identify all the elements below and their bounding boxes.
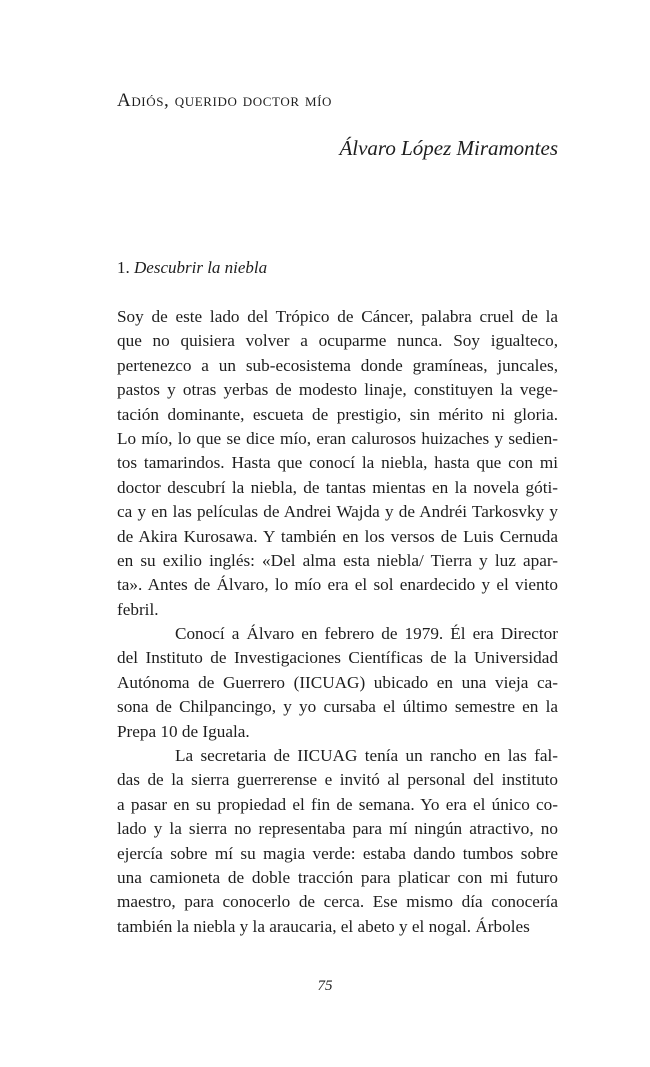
text-line: sona de Chilpancingo, y yo cursaba el último semestre en la: [117, 697, 558, 717]
text-line: ca y en las películas de Andrei Wajda y de Andréi Tarkosvky y: [117, 502, 558, 522]
text-line: pastos y otras yerbas de modesto linaje, constituyen la vege-: [117, 380, 558, 400]
text-line: tación dominante, escueta de prestigio, sin mérito ni gloria.: [117, 404, 558, 424]
text-line: tos tamarindos. Hasta que conocí la niebla, hasta que con mi: [117, 453, 558, 473]
text-line: doctor descubrí la niebla, de tantas mientas en la novela góti-: [117, 477, 558, 497]
paragraph: [117, 305, 558, 622]
text-line: que no quisiera volver a ocuparme nunca. Soy igualteco,: [117, 331, 558, 351]
text-line: ejercía sobre mí su magia verde: estaba dando tumbos sobre: [117, 843, 558, 863]
text-line: das de la sierra guerrerense e invitó al personal del instituto: [117, 770, 558, 790]
text-line: Conocí a Álvaro en febrero de 1979. Él era Director: [175, 624, 558, 644]
text-line: pertenezco a un sub-ecosistema donde gramíneas, juncales,: [117, 355, 558, 375]
chapter-author: Álvaro López Miramontes: [339, 136, 558, 160]
page-number: 75: [317, 978, 333, 994]
section-number: 1.: [117, 258, 130, 277]
text-line: Prepa 10 de Iguala.: [117, 721, 250, 741]
text-line: una camioneta de doble tracción para platicar con mi futuro: [117, 867, 558, 887]
chapter-title: Adiós, querido doctor mío: [117, 90, 333, 111]
text-line: febril.: [117, 599, 159, 619]
section-heading: [117, 258, 267, 278]
text-line: Lo mío, lo que se dice mío, eran calurosos huizaches y sedien-: [117, 428, 558, 448]
text-line: ta». Antes de Álvaro, lo mío era el sol enardecido y el viento: [117, 575, 558, 595]
text-line: maestro, para conocerlo de cerca. Ese mismo día conocería: [117, 892, 558, 912]
paragraph: [117, 622, 558, 744]
section-title: Descubrir la niebla: [134, 258, 268, 277]
text-line: a pasar en su propiedad el fin de semana. Yo era el único co-: [117, 794, 558, 814]
text-line: también la niebla y la araucaria, el abeto y el nogal. Árboles: [117, 916, 530, 936]
text-line: en su exilio inglés: «Del alma esta niebla/ Tierra y luz apar-: [117, 550, 558, 570]
text-line: Autónoma de Guerrero (IICUAG) ubicado en una vieja ca-: [117, 672, 558, 692]
text-line: lado y la sierra no representaba para mí ningún atractivo, no: [117, 819, 558, 839]
body-text: [117, 305, 558, 939]
text-line: de Akira Kurosawa. Y también en los versos de Luis Cernuda: [117, 526, 558, 546]
text-line: del Instituto de Investigaciones Científicas de la Universidad: [117, 648, 558, 668]
text-line: Soy de este lado del Trópico de Cáncer, palabra cruel de la: [117, 307, 558, 326]
text-line: La secretaria de IICUAG tenía un rancho en las fal-: [175, 746, 558, 766]
paragraph: [117, 744, 558, 939]
